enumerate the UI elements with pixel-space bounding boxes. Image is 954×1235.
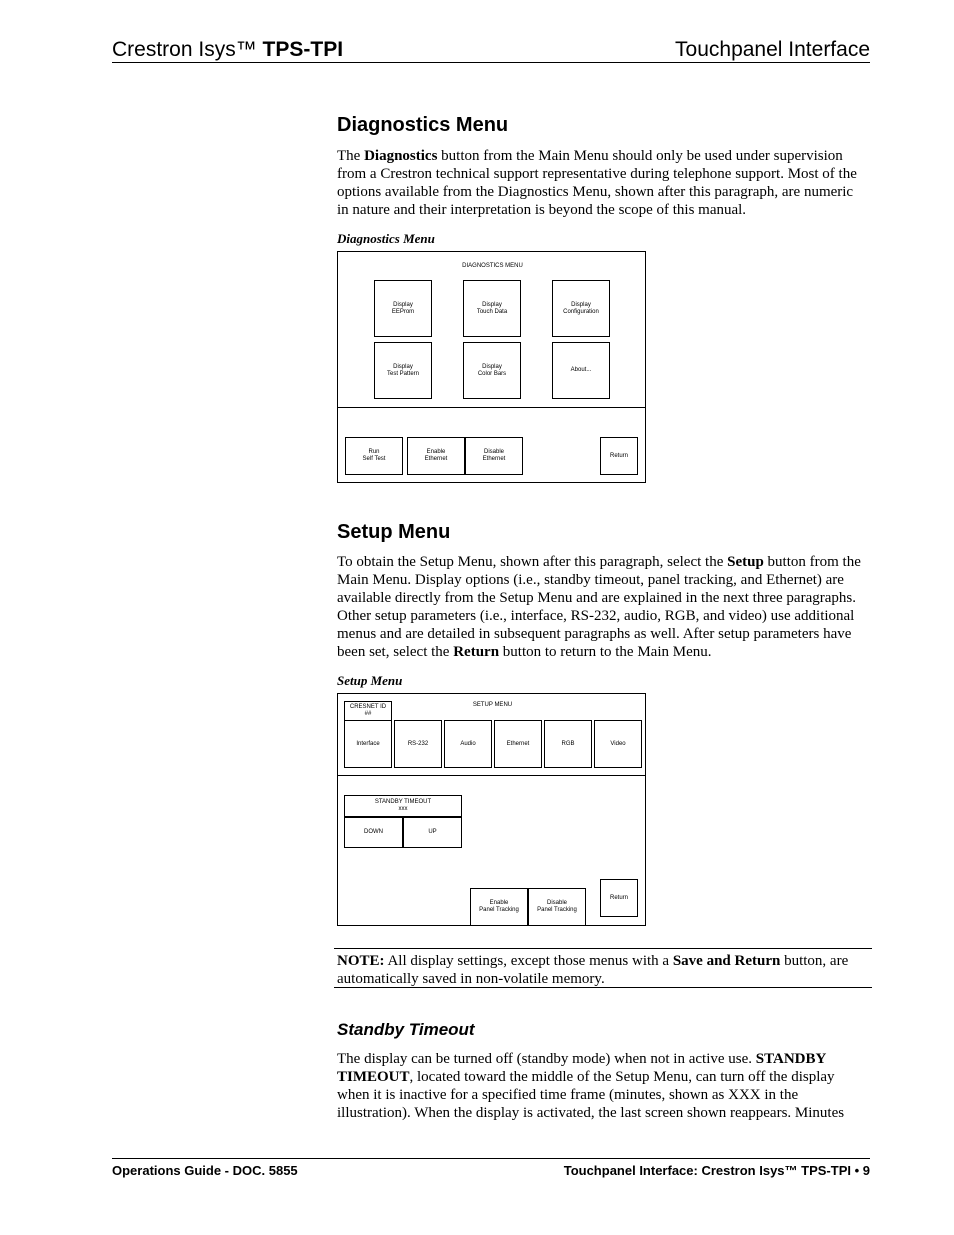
running-header-title: Crestron Isys™ TPS-TPI	[112, 38, 344, 61]
diagnostics-menu-panel	[337, 251, 646, 483]
note-bottom-rule	[334, 987, 872, 988]
run-self-test-button[interactable]: Run Self Test	[345, 437, 403, 475]
setup-heading: Setup Menu	[337, 521, 451, 543]
standby-timeout-display: STANDBY TIMEOUT xxx	[344, 795, 462, 817]
interface-button[interactable]: Interface	[344, 720, 392, 768]
display-color-bars-button[interactable]: Display Color Bars	[463, 342, 521, 399]
footer-page-info: Touchpanel Interface: Crestron Isys™ TPS-TPI • 9	[563, 1163, 870, 1178]
diagnostics-heading: Diagnostics Menu	[337, 114, 509, 136]
panel-divider	[338, 407, 645, 408]
diagnostics-panel-title: DIAGNOSTICS MENU	[462, 263, 523, 269]
return-button[interactable]: Return	[600, 437, 638, 475]
enable-ethernet-button[interactable]: Enable Ethernet	[407, 437, 465, 475]
audio-button[interactable]: Audio	[444, 720, 492, 768]
standby-timeout-paragraph	[337, 1050, 867, 1122]
about-button[interactable]: About...	[552, 342, 610, 399]
diagnostics-paragraph: The Diagnostics button from the Main Menu should only be used under supervision from a Crestron technical support representative during telephone support. Most of the options available from the Diagnostics Menu, shown after this paragraph, are numeric in nature and their interpretation is beyond the scope of this manual.	[337, 148, 857, 218]
display-eeprom-button[interactable]: Display EEProm	[374, 280, 432, 337]
note-top-rule	[334, 948, 872, 949]
running-header-section: Touchpanel Interface	[675, 38, 870, 61]
disable-panel-tracking-button[interactable]: Disable Panel Tracking	[528, 888, 586, 926]
video-button[interactable]: Video	[594, 720, 642, 768]
standby-up-button[interactable]: UP	[403, 817, 462, 848]
text-run: Setup	[727, 554, 764, 570]
text-run: Return	[453, 644, 500, 660]
diagnostics-caption: Diagnostics Menu	[337, 231, 435, 246]
standby-timeout-heading: Standby Timeout	[337, 1020, 475, 1039]
setup-caption: Setup Menu	[337, 673, 403, 688]
standby-down-button[interactable]: DOWN	[344, 817, 403, 848]
display-test-pattern-button[interactable]: Display Test Pattern	[374, 342, 432, 399]
text-run: STANDBY TIMEOUT	[337, 1051, 826, 1085]
header-rule	[112, 62, 870, 63]
ethernet-button[interactable]: Ethernet	[494, 720, 542, 768]
footer-doc-id: Operations Guide - DOC. 5855	[112, 1163, 298, 1178]
setup-menu-panel	[337, 693, 646, 926]
text-run: To obtain the Setup Menu, shown after this paragraph, select the	[337, 554, 728, 570]
setup-paragraph	[337, 553, 867, 661]
text-run: button to return to the Main Menu.	[499, 644, 712, 660]
setup-return-button[interactable]: Return	[600, 879, 638, 917]
text-run: , located toward the middle of the Setup Menu, can turn off the display when it is inactive for a specified time frame (minutes, shown as XXX in the illustration). When the display is activated, the last screen shown reappears. Minutes	[337, 1069, 845, 1121]
cresnet-id-display: CRESNET ID ##	[344, 701, 392, 721]
setup-panel-title: SETUP MENU	[472, 702, 513, 708]
text-run: The display can be turned off (standby mode) when not in active use.	[337, 1051, 756, 1067]
enable-panel-tracking-button[interactable]: Enable Panel Tracking	[470, 888, 528, 926]
display-touch-data-button[interactable]: Display Touch Data	[463, 280, 521, 337]
disable-ethernet-button[interactable]: Disable Ethernet	[465, 437, 523, 475]
text-run: button from the Main Menu. Display options (i.e., standby timeout, panel tracking, and Ethernet) are available directly from the Setup Menu and are explained in the next three paragraphs. Other setup parameters (i.e., interface, RS-232, audio, RGB, and video) use additional menus and are detailed in subsequent paragraphs as well. After setup parameters have been set, select the	[337, 554, 861, 660]
rgb-button[interactable]: RGB	[544, 720, 592, 768]
rs232-button[interactable]: RS-232	[394, 720, 442, 768]
panel-divider	[338, 775, 645, 776]
footer-rule	[112, 1158, 870, 1159]
display-configuration-button[interactable]: Display Configuration	[552, 280, 610, 337]
note-box: NOTE: All display settings, except those menus with a Save and Return button, are automatically saved in non-volatile memory.	[337, 953, 849, 987]
